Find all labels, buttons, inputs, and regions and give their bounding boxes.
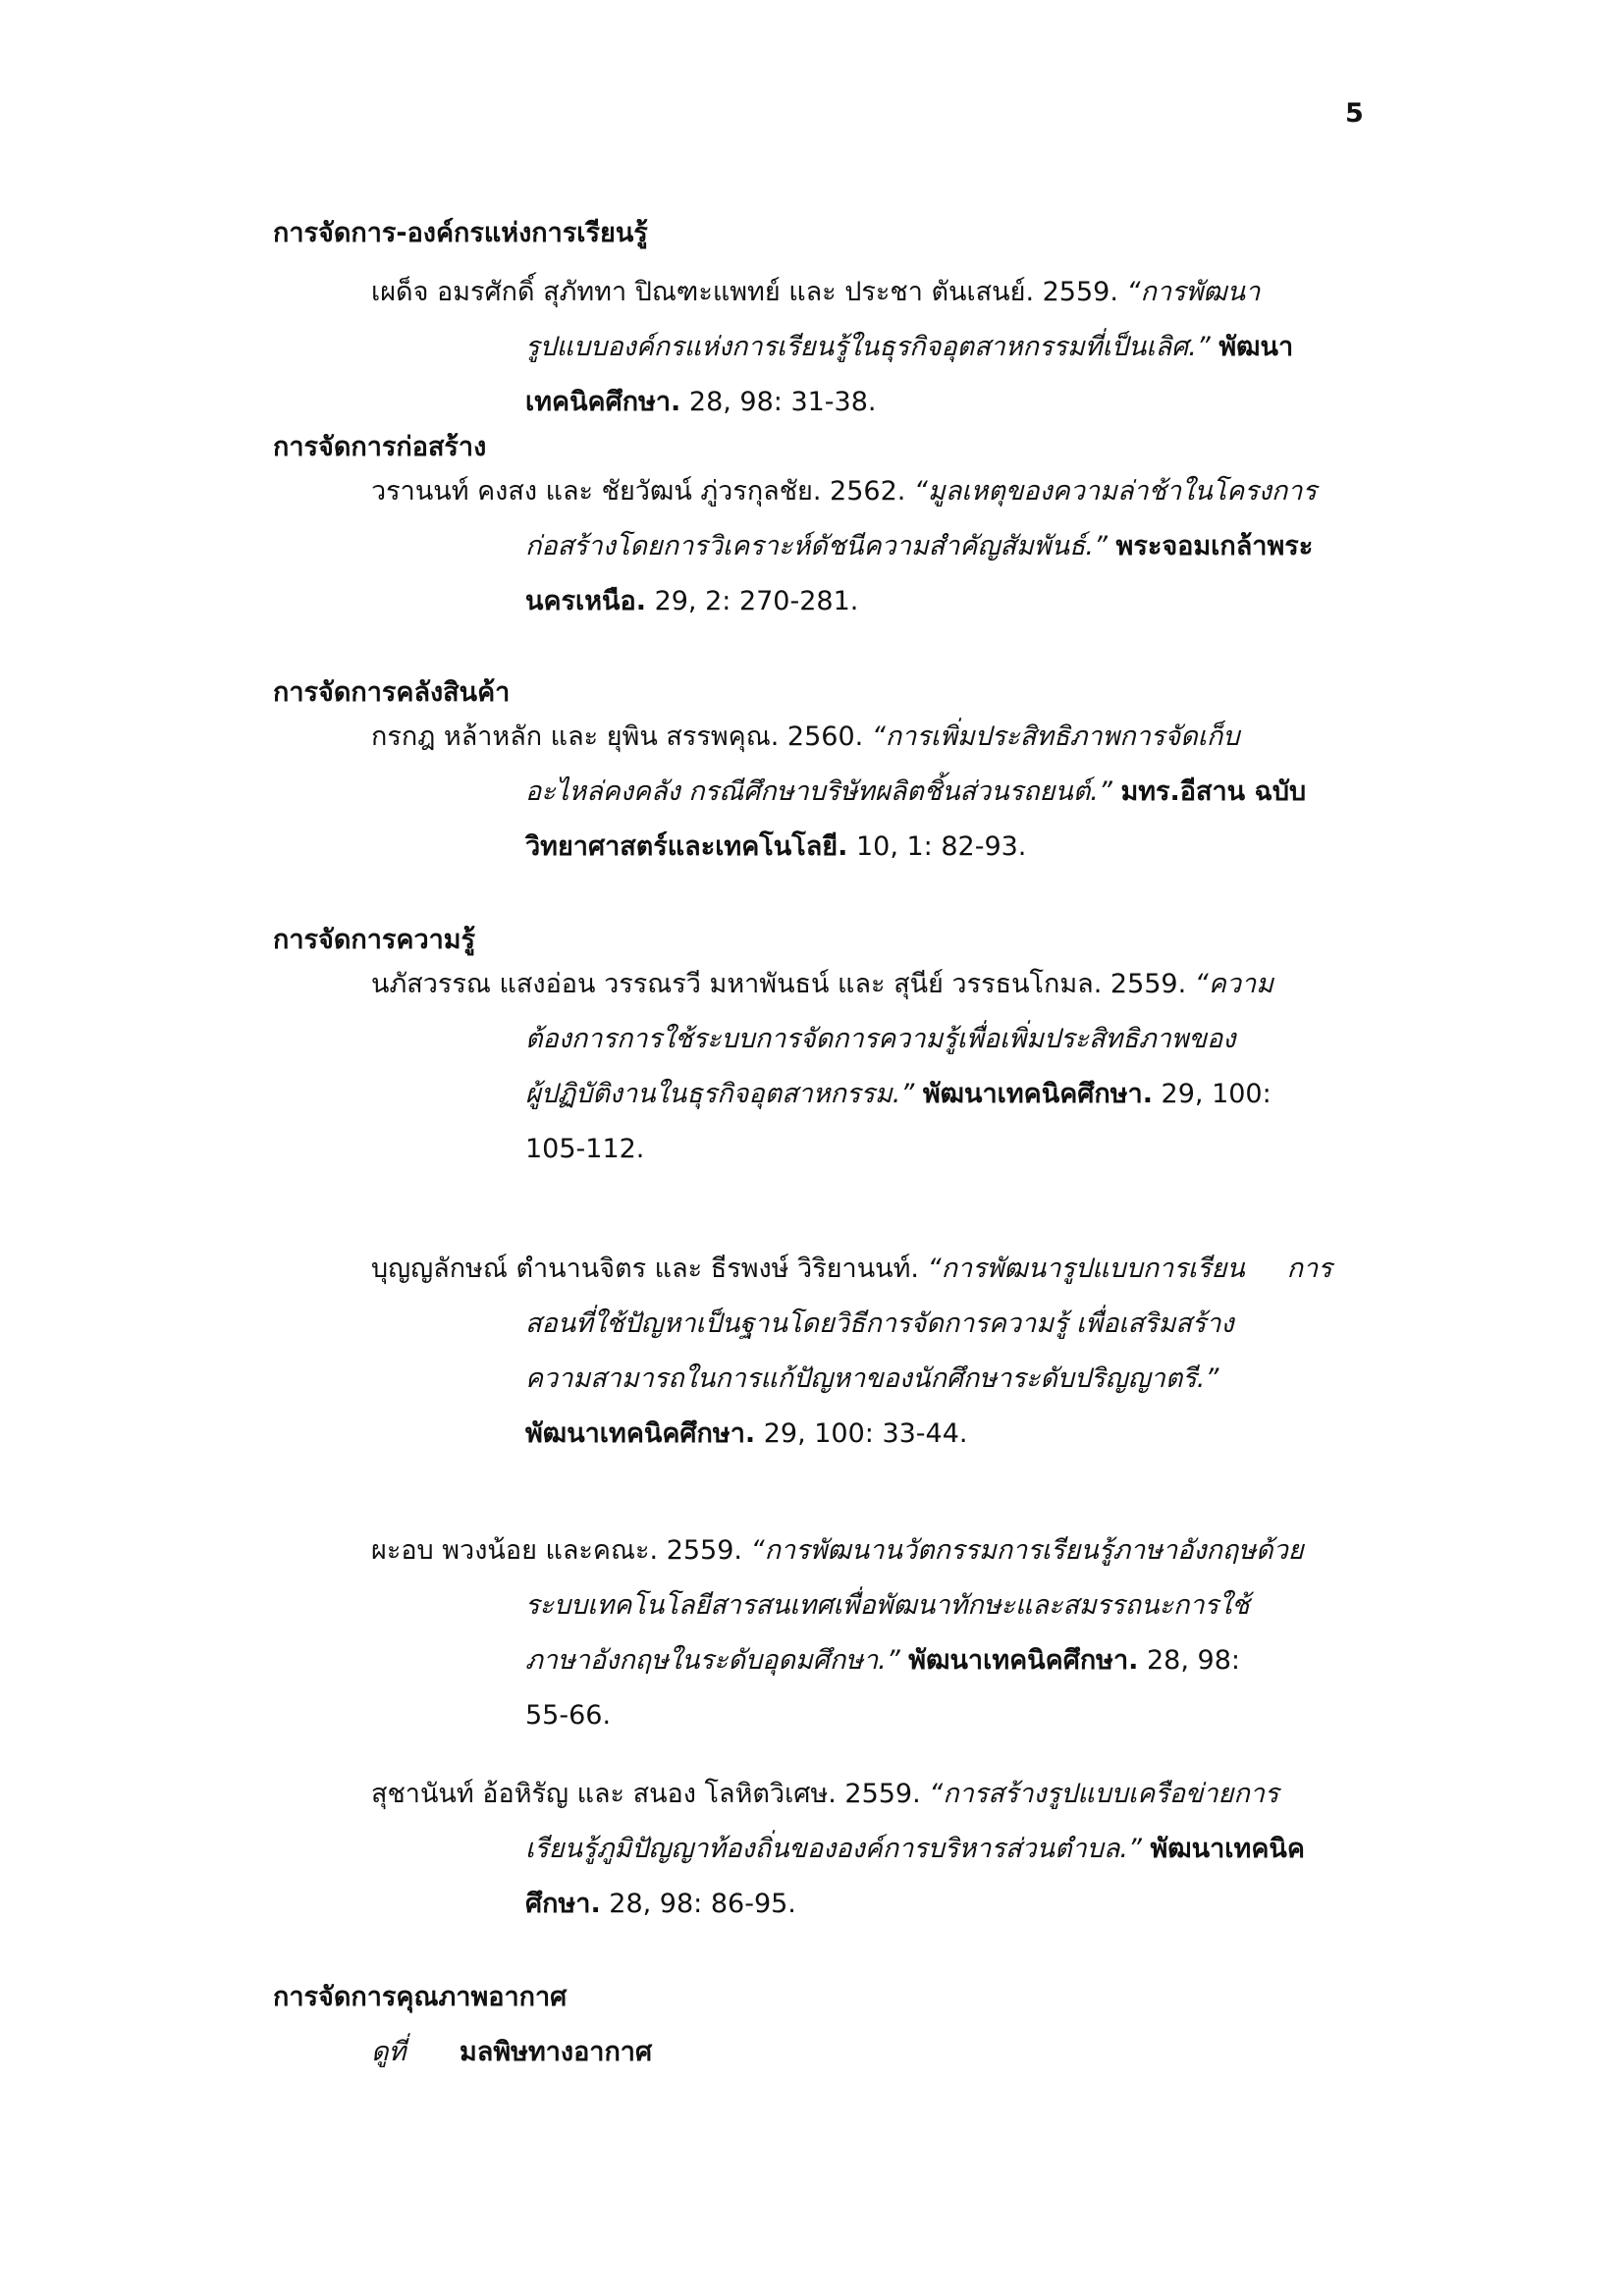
- title-text: “มูลเหตุของความล่าช้าในโครงการ: [913, 476, 1317, 507]
- volume-text: 10, 1: 82-93.: [847, 831, 1027, 862]
- title-text: “การพัฒนารูปแบบการเรียน การ: [927, 1254, 1332, 1284]
- title-text: “การพัฒนานวัตกรรมการเรียนรู้ภาษาอังกฤษด้วย: [750, 1535, 1304, 1566]
- reference-line: [371, 1297, 1363, 1352]
- reference-line: [371, 1067, 1363, 1122]
- reference-line: [371, 1523, 1363, 1578]
- section-heading-learning-organization: การจัดการ-องค์กรแห่งการเรียนรู้: [273, 218, 648, 248]
- title-text: “การเพิ่มประสิทธิภาพการจัดเก็บ: [871, 721, 1240, 752]
- volume-text: 55-66.: [525, 1700, 612, 1731]
- journal-text: เทคนิคศึกษา.: [525, 387, 681, 417]
- journal-text: พัฒนาเทคนิคศึกษา.: [525, 1418, 756, 1449]
- title-text: สอนที่ใช้ปัญหาเป็นฐานโดยวิธีการจัดการความรู้ เพื่อเสริมสร้าง: [525, 1308, 1234, 1339]
- reference-entry: [371, 1767, 1363, 1932]
- author-text: ผะอบ พวงน้อย และคณะ. 2559.: [371, 1535, 751, 1566]
- reference-line: [371, 1822, 1363, 1877]
- reference-line: [371, 820, 1363, 875]
- section-heading-air-quality: การจัดการคุณภาพอากาศ: [273, 1982, 568, 2012]
- author-text: เผด็จ อมรศักดิ์ สุภัททา ปิณฑะแพทย์ และ ประชา ตันเสนย์. 2559.: [371, 277, 1127, 307]
- journal-text: พระจอมเกล้าพระ: [1115, 531, 1314, 561]
- see-also-reference: [371, 2030, 652, 2072]
- section-heading-warehouse: การจัดการคลังสินค้า: [273, 677, 511, 708]
- reference-line: [371, 710, 1363, 765]
- section-heading-construction: การจัดการก่อสร้าง: [273, 432, 487, 462]
- journal-text: พัฒนาเทคนิคศึกษา.: [908, 1645, 1139, 1676]
- reference-line: [371, 1407, 1363, 1462]
- author-text: นภัสวรรณ แสงอ่อน วรรณรวี มหาพันธน์ และ สุนีย์ วรรธนโกมล. 2559.: [371, 969, 1195, 999]
- author-text: กรกฎ หล้าหลัก และ ยุพิน สรรพคุณ. 2560.: [371, 721, 872, 752]
- reference-line: [371, 1688, 1363, 1743]
- reference-line: [371, 519, 1363, 574]
- reference-line: [371, 765, 1363, 820]
- reference-line: [371, 464, 1363, 519]
- journal-text: พัฒนาเทคนิคศึกษา.: [922, 1079, 1153, 1109]
- see-also-label: ดูที่: [371, 2037, 406, 2067]
- volume-text: 29, 100:: [1152, 1079, 1272, 1109]
- reference-line: [371, 1352, 1363, 1407]
- reference-line: [371, 375, 1363, 430]
- title-text: “ความ: [1194, 969, 1273, 999]
- title-text: ภาษาอังกฤษในระดับอุดมศึกษา.”: [525, 1645, 909, 1676]
- reference-line: [371, 574, 1363, 629]
- volume-text: 28, 98: 31-38.: [680, 387, 877, 417]
- reference-entry: [371, 265, 1363, 430]
- title-text: ระบบเทคโนโลยีสารสนเทศเพื่อพัฒนาทักษะและสมรรถนะการใช้: [525, 1590, 1250, 1621]
- volume-text: 28, 98:: [1138, 1645, 1240, 1676]
- volume-text: 29, 2: 270-281.: [645, 586, 859, 616]
- volume-text: 28, 98: 86-95.: [600, 1889, 796, 1919]
- reference-entry: [371, 710, 1363, 875]
- see-also-target[interactable]: มลพิษทางอากาศ: [460, 2037, 653, 2067]
- author-text: วรานนท์ คงสง และ ชัยวัฒน์ ภู่วรกุลชัย. 2562.: [371, 476, 914, 507]
- reference-entry: [371, 1242, 1363, 1462]
- journal-text: พัฒนา: [1218, 332, 1294, 362]
- reference-line: [371, 1012, 1363, 1067]
- journal-text: พัฒนาเทคนิค: [1150, 1834, 1305, 1864]
- title-text: เรียนรู้ภูมิปัญญาท้องถิ่นขององค์การบริหารส่วนตำบล.”: [525, 1834, 1151, 1864]
- author-text: บุญญลักษณ์ ตำนานจิตร และ ธีรพงษ์ วิริยานนท์.: [371, 1254, 928, 1284]
- reference-line: [371, 1242, 1363, 1297]
- author-text: สุชานันท์ อ้อหิรัญ และ สนอง โลหิตวิเศษ. 2559.: [371, 1779, 930, 1809]
- section-heading-knowledge-management: การจัดการความรู้: [273, 925, 476, 955]
- title-text: ต้องการการใช้ระบบการจัดการความรู้เพื่อเพิ่มประสิทธิภาพของ: [525, 1024, 1236, 1054]
- reference-line: [371, 1877, 1363, 1932]
- title-text: อะไหล่คงคลัง กรณีศึกษาบริษัทผลิตชิ้นส่วนรถยนต์.”: [525, 776, 1121, 807]
- title-text: รูปแบบองค์กรแห่งการเรียนรู้ในธุรกิจอุตสาหกรรมที่เป็นเลิศ.”: [525, 332, 1219, 362]
- title-text: ก่อสร้างโดยการวิเคราะห์ดัชนีความสำคัญสัมพันธ์.”: [525, 531, 1116, 561]
- title-text: ผู้ปฏิบัติงานในธุรกิจอุตสาหกรรม.”: [525, 1079, 923, 1109]
- reference-line: [371, 1767, 1363, 1822]
- journal-text: มทร.อีสาน ฉบับ: [1120, 776, 1307, 807]
- reference-entry: [371, 1523, 1363, 1743]
- volume-text: 29, 100: 33-44.: [755, 1418, 968, 1449]
- reference-entry: [371, 957, 1363, 1177]
- journal-text: นครเหนือ.: [525, 586, 646, 616]
- reference-line: [371, 1578, 1363, 1633]
- reference-line: [371, 1633, 1363, 1688]
- title-text: “การสร้างรูปแบบเครือข่ายการ: [929, 1779, 1279, 1809]
- journal-text: วิทยาศาสตร์และเทคโนโลยี.: [525, 831, 848, 862]
- volume-text: 105-112.: [525, 1134, 645, 1164]
- title-text: ความสามารถในการแก้ปัญหาของนักศึกษาระดับปริญญาตรี.”: [525, 1363, 1219, 1394]
- reference-line: [371, 265, 1363, 320]
- reference-line: [371, 320, 1363, 375]
- reference-entry: [371, 464, 1363, 629]
- page-number: 5: [1345, 98, 1364, 129]
- reference-line: [371, 957, 1363, 1012]
- journal-text: ศึกษา.: [525, 1889, 601, 1919]
- title-text: “การพัฒนา: [1126, 277, 1261, 307]
- reference-line: [371, 1122, 1363, 1177]
